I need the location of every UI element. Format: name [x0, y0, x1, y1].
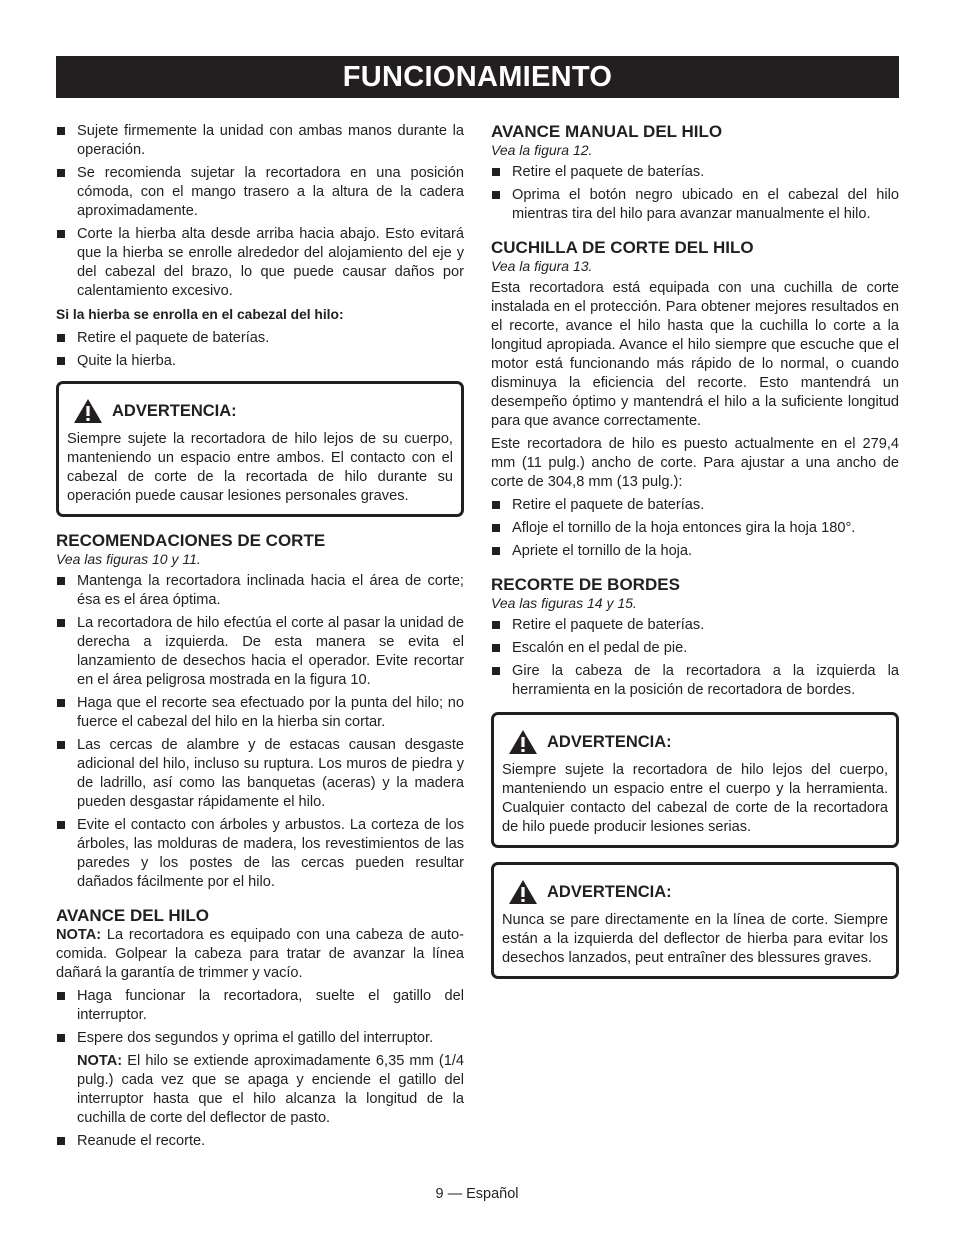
figure-reference: Vea la figura 13.	[491, 258, 593, 274]
list-item: Quite la hierba.	[56, 352, 464, 371]
bullet-square-icon	[57, 699, 65, 707]
figure-reference: Vea las figuras 14 y 15.	[491, 595, 637, 611]
warning-triangle-icon	[73, 398, 103, 424]
list-item: Retire el paquete de baterías.	[491, 163, 899, 182]
list-item: Haga que el recorte sea efectuado por la punta del hilo; no fuerce el cabezal del hilo en la hierba sin cortar.	[56, 694, 464, 732]
right-column	[491, 122, 899, 989]
list-item: Mantenga la recortadora inclinada hacia el área de corte; ésa es el área óptima.	[56, 572, 464, 610]
list-item: Retire el paquete de baterías.	[491, 616, 899, 635]
section-heading: AVANCE MANUAL DEL HILO	[491, 122, 723, 141]
bullet-square-icon	[57, 357, 65, 365]
list-item: La recortadora de hilo efectúa el corte al pasar la unidad de derecha a izquierda. De esta manera se evita el lanzamiento de desechos hacia el operador. Evite recortar en el área peligrosa mostrada en la figura 10.	[56, 614, 464, 690]
list-item: Afloje el tornillo de la hoja entonces gira la hoja 180°.	[491, 519, 899, 538]
left-column	[56, 122, 464, 1155]
bullet-square-icon	[57, 821, 65, 829]
warning-box	[56, 381, 464, 517]
bullet-square-icon	[57, 169, 65, 177]
bullet-square-icon	[57, 1137, 65, 1145]
bullet-square-icon	[57, 741, 65, 749]
note-paragraph: NOTA: La recortadora es equipado con una cabeza de auto-comida. Golpear la cabeza para tratar de avanzar la línea dañará la garantía de trimmer y vacío.	[56, 927, 464, 981]
page-title: FUNCIONAMIENTO	[56, 56, 899, 98]
warning-title: ADVERTENCIA:	[73, 398, 453, 424]
section-heading: AVANCE DEL HILO	[56, 906, 210, 925]
bullet-square-icon	[57, 230, 65, 238]
bullet-square-icon	[492, 547, 500, 555]
bullet-square-icon	[57, 334, 65, 342]
body-paragraph: Este recortadora de hilo es puesto actualmente en el 279,4 mm (11 pulg.) ancho de corte. Para ajustar a una ancho de corte de 304,8 mm (13 pulg.):	[491, 436, 899, 490]
bullet-square-icon	[57, 127, 65, 135]
list-item: Apriete el tornillo de la hoja.	[491, 542, 899, 561]
bullet-square-icon	[492, 667, 500, 675]
bullet-square-icon	[492, 501, 500, 509]
bullet-square-icon	[57, 992, 65, 1000]
list-item: Las cercas de alambre y de estacas causan desgaste adicional del hilo, incluso su ruptura. Los muros de piedra y de ladrillo, así como las banquetas (aceras) y la madera pueden desgastar rápidamente el hilo.	[56, 736, 464, 812]
list-item: Corte la hierba alta desde arriba hacia abajo. Esto evitará que la hierba se enrolle alrededor del alojamiento del eje y del cabezal del brazo, lo que puede causar daños por calentamiento excesivo.	[56, 225, 464, 301]
list-item: Retire el paquete de baterías.	[491, 496, 899, 515]
figure-reference: Vea las figuras 10 y 11.	[56, 551, 201, 567]
list-item: Gire la cabeza de la recortadora a la izquierda la herramienta en la posición de recortadora de bordes.	[491, 662, 899, 700]
list-item: Sujete firmemente la unidad con ambas manos durante la operación.	[56, 122, 464, 160]
body-paragraph: Esta recortadora está equipada con una cuchilla de corte instalada en el protección. Para obtener mejores resultados en el recorte, avance el hilo hasta que la cuchilla lo corte a la longitud apropiada. Avance el hilo siempre que escuche que el motor está funcionando más rápido de lo normal, o cuando disminuya la eficiencia del recorte. Esto mantendrá un desempeño óptimo y mantendrá el hilo a la suficiente longitud para que avance correctamente.	[491, 280, 899, 429]
list-item: Reanude el recorte.	[56, 1132, 464, 1151]
list-item: Se recomienda sujetar la recortadora en una posición cómoda, con el mango trasero a la altura de la cadera aproximadamente.	[56, 164, 464, 221]
list-item: Haga funcionar la recortadora, suelte el gatillo del interruptor.	[56, 987, 464, 1025]
bullet-square-icon	[57, 577, 65, 585]
bullet-square-icon	[57, 619, 65, 627]
warning-box	[491, 862, 899, 979]
section-heading: RECORTE DE BORDES	[491, 575, 680, 594]
bullet-square-icon	[57, 1034, 65, 1042]
bullet-square-icon	[492, 644, 500, 652]
bullet-square-icon	[492, 191, 500, 199]
list-item: Oprima el botón negro ubicado en el cabezal del hilo mientras tira del hilo para avanzar manualmente el hilo.	[491, 186, 899, 224]
note-paragraph: NOTA: El hilo se extiende aproximadamente 6,35 mm (1/4 pulg.) cada vez que se apaga y enciende el gatillo del interruptor hasta que el hilo alcanza la longitud de la cuchilla de corte del deflector de pasto.	[77, 1053, 464, 1126]
figure-reference: Vea la figura 12.	[491, 142, 593, 158]
warning-text: Nunca se pare directamente en la línea de corte. Siempre están a la izquierda del deflector de hierba para evitar los desechos lanzados, peut entraîner des blessures graves.	[502, 912, 888, 966]
warning-text: Siempre sujete la recortadora de hilo lejos del cuerpo, manteniendo un espacio entre el cuerpo y la herramienta. Cualquier contacto del cabezal de corte de la recortadora de hilo puede producir lesiones serias.	[502, 762, 888, 835]
subheading: Si la hierba se enrolla en el cabezal del hilo:	[56, 307, 344, 322]
bullet-square-icon	[492, 621, 500, 629]
warning-triangle-icon	[508, 879, 538, 905]
warning-box	[491, 712, 899, 848]
warning-text: Siempre sujete la recortadora de hilo lejos de su cuerpo, manteniendo un espacio entre ambos. El contacto con el cabezal de corte de la recortada de hilo durante su operación puede causar lesiones personales graves.	[67, 431, 453, 504]
list-item: Espere dos segundos y oprima el gatillo del interruptor.	[56, 1029, 464, 1048]
section-heading: RECOMENDACIONES DE CORTE	[56, 531, 326, 550]
page-number: 9 — Español	[435, 1186, 519, 1202]
list-item: Escalón en el pedal de pie.	[491, 639, 899, 658]
list-item: Evite el contacto con árboles y arbustos. La corteza de los árboles, las molduras de madera, los revestimientos de las paredes y los postes de las cercas pueden resultar dañados fácilmente por el hilo.	[56, 816, 464, 892]
warning-title: ADVERTENCIA:	[508, 729, 888, 755]
warning-triangle-icon	[508, 729, 538, 755]
section-heading: CUCHILLA DE CORTE DEL HILO	[491, 238, 754, 257]
bullet-square-icon	[492, 524, 500, 532]
list-item: Retire el paquete de baterías.	[56, 329, 464, 348]
warning-title: ADVERTENCIA:	[508, 879, 888, 905]
bullet-square-icon	[492, 168, 500, 176]
